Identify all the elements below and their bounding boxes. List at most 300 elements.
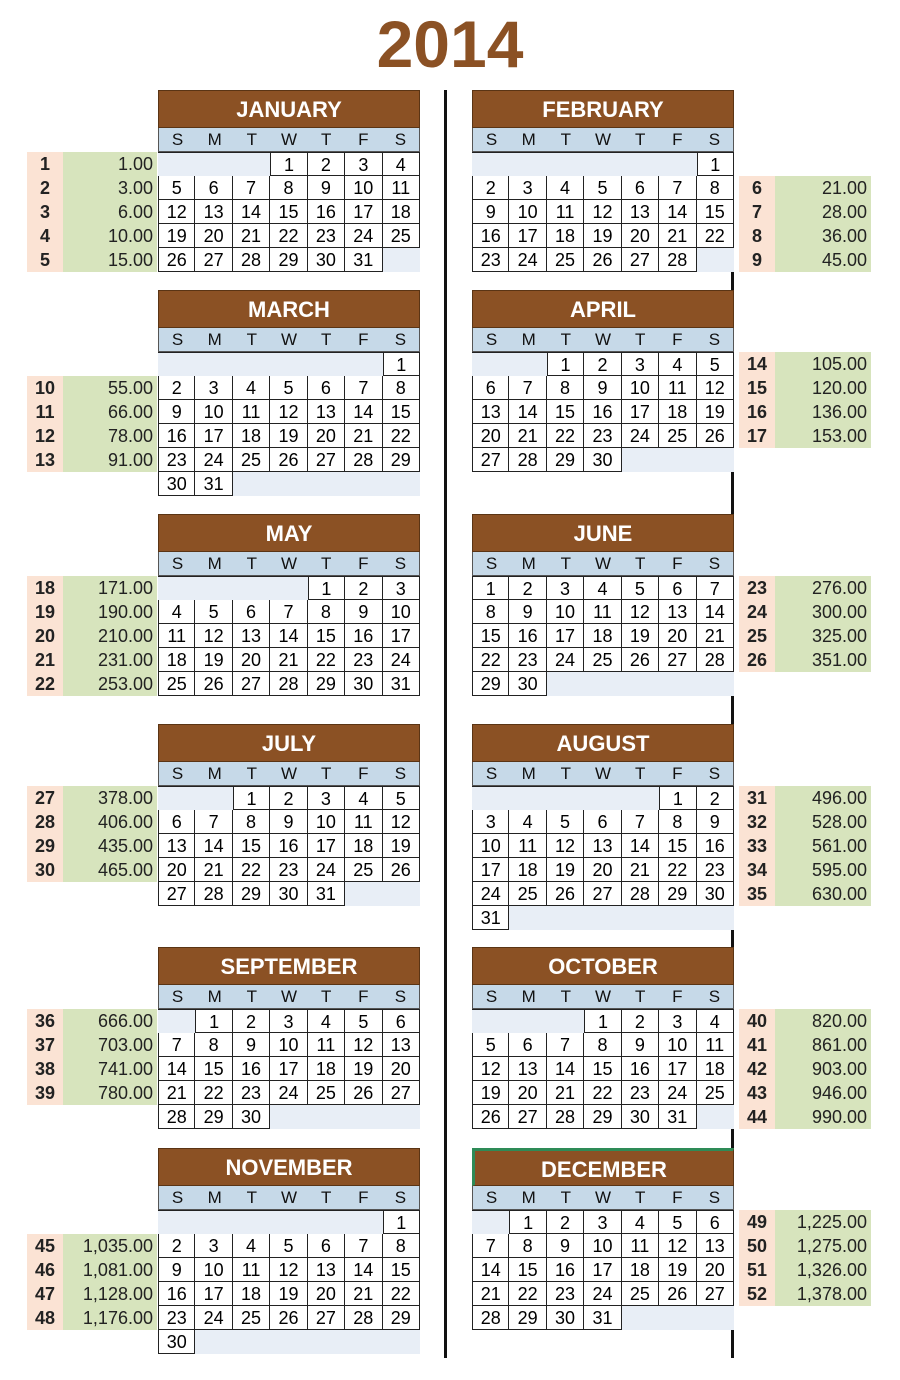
day-cell: 16 bbox=[472, 224, 509, 248]
weekday-label: F bbox=[672, 1188, 683, 1207]
day-cell: 19 bbox=[584, 224, 621, 248]
weekday-label: S bbox=[171, 554, 184, 573]
month-april bbox=[472, 290, 734, 472]
day-cell: 1 bbox=[584, 1009, 621, 1033]
day-cell: 25 bbox=[547, 248, 584, 272]
day-grid bbox=[472, 786, 734, 930]
day-cell: 26 bbox=[584, 248, 621, 272]
day-cell: 9 bbox=[158, 400, 195, 424]
day-cell: 14 bbox=[158, 1057, 195, 1081]
week-number: 10 bbox=[27, 376, 63, 400]
day-cell: 8 bbox=[383, 1234, 420, 1258]
week-number: 4 bbox=[27, 224, 63, 248]
savings-amount: 66.00 bbox=[63, 400, 157, 424]
day-grid bbox=[158, 1210, 420, 1354]
day-cell: 29 bbox=[383, 448, 420, 472]
day-cell: 12 bbox=[697, 376, 734, 400]
savings-panel-november bbox=[27, 1234, 157, 1330]
weekday-label: M bbox=[521, 987, 536, 1006]
day-grid bbox=[158, 786, 420, 906]
month-title: SEPTEMBER bbox=[158, 947, 420, 985]
savings-amount: 595.00 bbox=[775, 858, 871, 882]
week-row bbox=[472, 672, 734, 696]
week-number: 32 bbox=[739, 810, 775, 834]
savings-amount: 703.00 bbox=[63, 1033, 157, 1057]
week-row bbox=[158, 1009, 420, 1033]
week-number: 27 bbox=[27, 786, 63, 810]
day-cell: 4 bbox=[547, 176, 584, 200]
savings-amount: 120.00 bbox=[775, 376, 871, 400]
day-cell: 25 bbox=[697, 1081, 734, 1105]
savings-amount: 1,275.00 bbox=[775, 1234, 871, 1258]
weekday-label: T bbox=[560, 330, 572, 349]
day-cell: 5 bbox=[697, 352, 734, 376]
week-row bbox=[472, 810, 734, 834]
savings-amount: 666.00 bbox=[63, 1009, 157, 1033]
empty-day-cell bbox=[547, 1009, 584, 1033]
day-cell: 22 bbox=[584, 1081, 621, 1105]
weekday-label: M bbox=[207, 764, 222, 783]
week-number: 18 bbox=[27, 576, 63, 600]
week-row bbox=[472, 224, 734, 248]
empty-day-cell bbox=[195, 576, 232, 600]
day-cell: 5 bbox=[584, 176, 621, 200]
week-number: 1 bbox=[27, 152, 63, 176]
day-cell: 25 bbox=[233, 1306, 270, 1330]
day-cell: 3 bbox=[547, 576, 584, 600]
weekday-label: S bbox=[708, 987, 721, 1006]
savings-row bbox=[739, 1282, 871, 1306]
day-cell: 13 bbox=[158, 834, 195, 858]
day-cell: 23 bbox=[472, 248, 509, 272]
day-cell: 6 bbox=[622, 176, 659, 200]
day-cell: 31 bbox=[659, 1105, 696, 1129]
day-cell: 20 bbox=[158, 858, 195, 882]
savings-panel-august bbox=[739, 786, 871, 906]
day-cell: 2 bbox=[158, 1234, 195, 1258]
day-cell: 9 bbox=[233, 1033, 270, 1057]
day-cell: 16 bbox=[622, 1057, 659, 1081]
month-title: AUGUST bbox=[472, 724, 734, 762]
week-row bbox=[472, 882, 734, 906]
day-cell: 11 bbox=[622, 1234, 659, 1258]
savings-amount: 496.00 bbox=[775, 786, 871, 810]
month-may bbox=[158, 514, 420, 696]
week-row bbox=[472, 858, 734, 882]
day-cell: 27 bbox=[383, 1081, 420, 1105]
day-cell: 24 bbox=[472, 882, 509, 906]
weekday-label: T bbox=[320, 130, 332, 149]
day-cell: 22 bbox=[383, 1282, 420, 1306]
savings-amount: 741.00 bbox=[63, 1057, 157, 1081]
day-cell: 12 bbox=[622, 600, 659, 624]
day-cell: 23 bbox=[622, 1081, 659, 1105]
empty-day-cell bbox=[345, 472, 382, 496]
day-cell: 26 bbox=[345, 1081, 382, 1105]
month-title: APRIL bbox=[472, 290, 734, 328]
day-cell: 12 bbox=[547, 834, 584, 858]
empty-day-cell bbox=[383, 882, 420, 906]
savings-panel-january bbox=[27, 152, 157, 272]
empty-day-cell bbox=[697, 672, 734, 696]
day-cell: 7 bbox=[472, 1234, 509, 1258]
weekday-label: F bbox=[672, 130, 683, 149]
weekday-label: S bbox=[708, 330, 721, 349]
day-cell: 23 bbox=[158, 448, 195, 472]
day-cell: 6 bbox=[195, 176, 232, 200]
day-cell: 2 bbox=[547, 1210, 584, 1234]
week-row bbox=[158, 1330, 420, 1354]
day-cell: 3 bbox=[622, 352, 659, 376]
weekday-header bbox=[158, 328, 420, 352]
day-grid bbox=[472, 352, 734, 472]
day-cell: 13 bbox=[383, 1033, 420, 1057]
day-cell: 17 bbox=[308, 834, 345, 858]
day-cell: 29 bbox=[659, 882, 696, 906]
day-cell: 22 bbox=[308, 648, 345, 672]
week-row bbox=[472, 648, 734, 672]
weekday-header bbox=[158, 552, 420, 576]
empty-day-cell bbox=[308, 1330, 345, 1354]
day-cell: 20 bbox=[697, 1258, 734, 1282]
savings-amount: 105.00 bbox=[775, 352, 871, 376]
week-number: 29 bbox=[27, 834, 63, 858]
day-cell: 30 bbox=[622, 1105, 659, 1129]
week-row bbox=[472, 200, 734, 224]
day-cell: 29 bbox=[472, 672, 509, 696]
month-march bbox=[158, 290, 420, 496]
day-cell: 6 bbox=[158, 810, 195, 834]
weekday-label: S bbox=[171, 764, 184, 783]
savings-amount: 1,326.00 bbox=[775, 1258, 871, 1282]
week-row bbox=[472, 1258, 734, 1282]
day-cell: 19 bbox=[270, 424, 307, 448]
weekday-label: M bbox=[521, 330, 536, 349]
week-number: 39 bbox=[27, 1081, 63, 1105]
empty-day-cell bbox=[158, 352, 195, 376]
savings-row bbox=[739, 400, 871, 424]
savings-amount: 91.00 bbox=[63, 448, 157, 472]
savings-row bbox=[739, 1009, 871, 1033]
day-cell: 22 bbox=[472, 648, 509, 672]
savings-amount: 190.00 bbox=[63, 600, 157, 624]
weekday-header bbox=[472, 552, 734, 576]
week-number: 37 bbox=[27, 1033, 63, 1057]
empty-day-cell bbox=[509, 786, 546, 810]
savings-row bbox=[27, 810, 157, 834]
day-cell: 25 bbox=[622, 1282, 659, 1306]
week-row bbox=[158, 834, 420, 858]
empty-day-cell bbox=[270, 1330, 307, 1354]
weekday-label: S bbox=[394, 764, 407, 783]
day-cell: 2 bbox=[308, 152, 345, 176]
day-cell: 10 bbox=[584, 1234, 621, 1258]
day-cell: 16 bbox=[584, 400, 621, 424]
week-row bbox=[472, 1009, 734, 1033]
savings-row bbox=[739, 810, 871, 834]
week-number: 9 bbox=[739, 248, 775, 272]
weekday-label: S bbox=[394, 330, 407, 349]
empty-day-cell bbox=[158, 576, 195, 600]
day-cell: 25 bbox=[308, 1081, 345, 1105]
week-row bbox=[472, 248, 734, 272]
day-cell: 9 bbox=[345, 600, 382, 624]
empty-day-cell bbox=[345, 882, 382, 906]
day-cell: 28 bbox=[270, 672, 307, 696]
day-cell: 15 bbox=[584, 1057, 621, 1081]
day-cell: 28 bbox=[697, 648, 734, 672]
day-cell: 20 bbox=[308, 1282, 345, 1306]
savings-row bbox=[739, 624, 871, 648]
empty-day-cell bbox=[622, 672, 659, 696]
day-cell: 6 bbox=[659, 576, 696, 600]
weekday-label: S bbox=[485, 130, 498, 149]
empty-day-cell bbox=[345, 1210, 382, 1234]
day-cell: 3 bbox=[383, 576, 420, 600]
day-cell: 14 bbox=[233, 200, 270, 224]
week-row bbox=[472, 1234, 734, 1258]
empty-day-cell bbox=[547, 672, 584, 696]
day-cell: 21 bbox=[509, 424, 546, 448]
day-cell: 25 bbox=[509, 882, 546, 906]
day-cell: 8 bbox=[270, 176, 307, 200]
empty-day-cell bbox=[270, 576, 307, 600]
day-cell: 4 bbox=[233, 1234, 270, 1258]
week-row bbox=[472, 1081, 734, 1105]
weekday-label: W bbox=[280, 764, 298, 783]
savings-amount: 406.00 bbox=[63, 810, 157, 834]
day-cell: 14 bbox=[472, 1258, 509, 1282]
savings-panel-december bbox=[739, 1210, 871, 1306]
week-number: 20 bbox=[27, 624, 63, 648]
savings-row bbox=[739, 1210, 871, 1234]
day-cell: 3 bbox=[659, 1009, 696, 1033]
savings-row bbox=[739, 352, 871, 376]
day-cell: 30 bbox=[270, 882, 307, 906]
savings-row bbox=[739, 1258, 871, 1282]
week-row bbox=[158, 200, 420, 224]
day-cell: 10 bbox=[659, 1033, 696, 1057]
day-cell: 17 bbox=[270, 1057, 307, 1081]
empty-day-cell bbox=[547, 152, 584, 176]
day-cell: 2 bbox=[345, 576, 382, 600]
day-cell: 16 bbox=[158, 1282, 195, 1306]
weekday-label: S bbox=[485, 764, 498, 783]
empty-day-cell bbox=[158, 786, 195, 810]
month-title: NOVEMBER bbox=[158, 1148, 420, 1186]
day-cell: 4 bbox=[158, 600, 195, 624]
weekday-label: T bbox=[246, 554, 258, 573]
day-cell: 7 bbox=[659, 176, 696, 200]
month-august bbox=[472, 724, 734, 930]
day-cell: 10 bbox=[622, 376, 659, 400]
week-number: 14 bbox=[739, 352, 775, 376]
day-cell: 25 bbox=[383, 224, 420, 248]
day-cell: 10 bbox=[547, 600, 584, 624]
day-cell: 14 bbox=[659, 200, 696, 224]
week-row bbox=[158, 858, 420, 882]
week-row bbox=[472, 906, 734, 930]
month-title: MARCH bbox=[158, 290, 420, 328]
day-cell: 13 bbox=[584, 834, 621, 858]
day-cell: 13 bbox=[472, 400, 509, 424]
week-row bbox=[158, 248, 420, 272]
week-number: 17 bbox=[739, 424, 775, 448]
day-cell: 17 bbox=[584, 1258, 621, 1282]
weekday-label: T bbox=[634, 1188, 646, 1207]
day-cell: 14 bbox=[697, 600, 734, 624]
day-cell: 20 bbox=[233, 648, 270, 672]
weekday-label: T bbox=[634, 987, 646, 1006]
day-cell: 1 bbox=[472, 576, 509, 600]
day-cell: 7 bbox=[270, 600, 307, 624]
day-cell: 3 bbox=[270, 1009, 307, 1033]
savings-row bbox=[739, 224, 871, 248]
day-cell: 17 bbox=[472, 858, 509, 882]
day-cell: 24 bbox=[584, 1282, 621, 1306]
empty-day-cell bbox=[383, 248, 420, 272]
day-cell: 10 bbox=[383, 600, 420, 624]
empty-day-cell bbox=[659, 152, 696, 176]
empty-day-cell bbox=[622, 152, 659, 176]
savings-amount: 15.00 bbox=[63, 248, 157, 272]
empty-day-cell bbox=[345, 1330, 382, 1354]
day-cell: 18 bbox=[233, 424, 270, 448]
empty-day-cell bbox=[509, 152, 546, 176]
day-cell: 29 bbox=[383, 1306, 420, 1330]
day-cell: 28 bbox=[547, 1105, 584, 1129]
savings-amount: 435.00 bbox=[63, 834, 157, 858]
day-cell: 19 bbox=[697, 400, 734, 424]
day-cell: 21 bbox=[622, 858, 659, 882]
savings-row bbox=[27, 376, 157, 400]
day-cell: 11 bbox=[697, 1033, 734, 1057]
week-row bbox=[158, 376, 420, 400]
week-row bbox=[472, 1057, 734, 1081]
day-cell: 31 bbox=[472, 906, 509, 930]
day-cell: 28 bbox=[472, 1306, 509, 1330]
weekday-label: T bbox=[320, 330, 332, 349]
weekday-label: S bbox=[171, 130, 184, 149]
savings-amount: 276.00 bbox=[775, 576, 871, 600]
savings-amount: 630.00 bbox=[775, 882, 871, 906]
week-number: 35 bbox=[739, 882, 775, 906]
day-cell: 8 bbox=[547, 376, 584, 400]
savings-row bbox=[27, 786, 157, 810]
savings-amount: 903.00 bbox=[775, 1057, 871, 1081]
empty-day-cell bbox=[195, 352, 232, 376]
weekday-label: S bbox=[171, 987, 184, 1006]
week-row bbox=[472, 1306, 734, 1330]
day-cell: 7 bbox=[345, 376, 382, 400]
empty-day-cell bbox=[233, 152, 270, 176]
day-cell: 11 bbox=[383, 176, 420, 200]
savings-row bbox=[739, 176, 871, 200]
week-number: 52 bbox=[739, 1282, 775, 1306]
month-title: JUNE bbox=[472, 514, 734, 552]
day-cell: 26 bbox=[659, 1282, 696, 1306]
weekday-label: T bbox=[560, 764, 572, 783]
day-cell: 18 bbox=[158, 648, 195, 672]
day-cell: 4 bbox=[584, 576, 621, 600]
savings-row bbox=[27, 1033, 157, 1057]
day-cell: 1 bbox=[659, 786, 696, 810]
day-cell: 11 bbox=[584, 600, 621, 624]
empty-day-cell bbox=[308, 352, 345, 376]
day-grid bbox=[158, 352, 420, 496]
day-cell: 6 bbox=[383, 1009, 420, 1033]
day-cell: 10 bbox=[345, 176, 382, 200]
weekday-label: W bbox=[594, 764, 612, 783]
weekday-label: S bbox=[394, 987, 407, 1006]
day-cell: 25 bbox=[659, 424, 696, 448]
savings-row bbox=[739, 1081, 871, 1105]
weekday-label: T bbox=[634, 764, 646, 783]
empty-day-cell bbox=[472, 352, 509, 376]
day-cell: 22 bbox=[659, 858, 696, 882]
weekday-header bbox=[158, 1186, 420, 1210]
empty-day-cell bbox=[509, 1009, 546, 1033]
day-cell: 16 bbox=[233, 1057, 270, 1081]
day-cell: 2 bbox=[697, 786, 734, 810]
savings-row bbox=[739, 858, 871, 882]
day-cell: 9 bbox=[622, 1033, 659, 1057]
day-cell: 2 bbox=[472, 176, 509, 200]
weekday-label: W bbox=[594, 987, 612, 1006]
day-cell: 28 bbox=[659, 248, 696, 272]
week-number: 31 bbox=[739, 786, 775, 810]
savings-row bbox=[27, 1057, 157, 1081]
weekday-label: F bbox=[358, 130, 369, 149]
day-cell: 20 bbox=[509, 1081, 546, 1105]
day-cell: 28 bbox=[195, 882, 232, 906]
empty-day-cell bbox=[547, 786, 584, 810]
savings-row bbox=[739, 786, 871, 810]
day-cell: 8 bbox=[659, 810, 696, 834]
day-cell: 23 bbox=[584, 424, 621, 448]
day-cell: 20 bbox=[622, 224, 659, 248]
weekday-label: S bbox=[485, 1188, 498, 1207]
day-cell: 6 bbox=[509, 1033, 546, 1057]
weekday-label: S bbox=[708, 554, 721, 573]
empty-day-cell bbox=[270, 352, 307, 376]
savings-panel-june bbox=[739, 576, 871, 672]
savings-panel-october bbox=[739, 1009, 871, 1129]
day-cell: 20 bbox=[308, 424, 345, 448]
day-grid bbox=[472, 1210, 734, 1330]
empty-day-cell bbox=[195, 786, 232, 810]
day-cell: 18 bbox=[233, 1282, 270, 1306]
day-cell: 27 bbox=[472, 448, 509, 472]
day-cell: 9 bbox=[697, 810, 734, 834]
day-cell: 21 bbox=[233, 224, 270, 248]
day-cell: 24 bbox=[383, 648, 420, 672]
week-number: 43 bbox=[739, 1081, 775, 1105]
day-cell: 26 bbox=[383, 858, 420, 882]
day-cell: 2 bbox=[622, 1009, 659, 1033]
week-number: 49 bbox=[739, 1210, 775, 1234]
day-cell: 21 bbox=[547, 1081, 584, 1105]
month-title: DECEMBER bbox=[472, 1148, 734, 1186]
weekday-label: T bbox=[634, 130, 646, 149]
weekday-header bbox=[472, 128, 734, 152]
empty-day-cell bbox=[622, 448, 659, 472]
weekday-label: T bbox=[560, 554, 572, 573]
savings-row bbox=[27, 834, 157, 858]
day-cell: 9 bbox=[584, 376, 621, 400]
savings-row bbox=[739, 376, 871, 400]
day-cell: 30 bbox=[584, 448, 621, 472]
